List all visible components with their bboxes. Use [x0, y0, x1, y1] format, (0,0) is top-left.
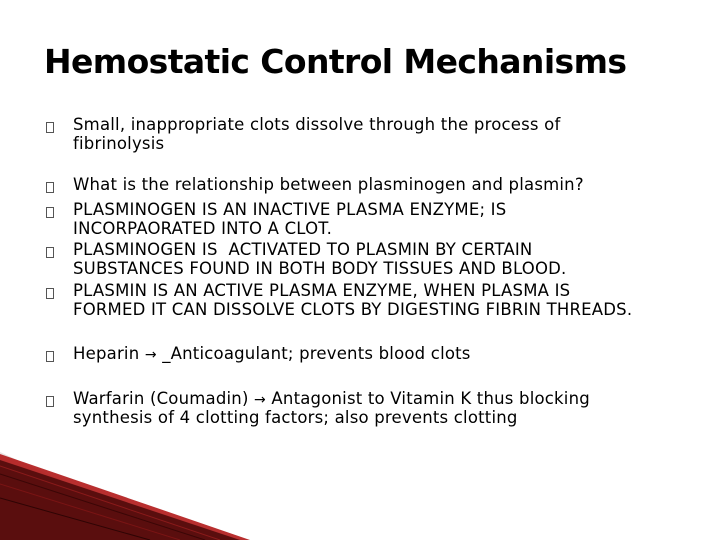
- bullet-text: [73, 391, 713, 408]
- corner-decoration: [0, 440, 260, 540]
- bullet-marker-icon: [46, 247, 54, 258]
- bullet-text-continuation: INCORPAORATED INTO A CLOT.: [73, 219, 333, 238]
- bullet-marker-icon: [46, 122, 54, 133]
- drug-name-warfarin: Warfarin (Coumadin): [73, 389, 255, 408]
- bullet-text: [73, 346, 713, 363]
- bullet-text: PLASMIN IS AN ACTIVE PLASMA ENZYME, WHEN PLASMA IS: [73, 281, 571, 300]
- bullet-marker-icon: [46, 351, 54, 362]
- bullet-text: PLASMINOGEN IS ACTIVATED TO PLASMIN BY CERTAIN: [73, 240, 533, 259]
- drug-name-heparin: Heparin: [73, 344, 145, 363]
- bullet-marker-icon: [46, 288, 54, 299]
- bullet-marker-icon: [46, 396, 54, 407]
- right-arrow-icon: →: [144, 347, 157, 363]
- bullet-text: What is the relationship between plasminogen and plasmin?: [73, 175, 584, 194]
- bullet-text-continuation: SUBSTANCES FOUND IN BOTH BODY TISSUES AND BLOOD.: [73, 259, 567, 278]
- bullet-text-continuation: fibrinolysis: [73, 134, 165, 153]
- drug-description: Antagonist to Vitamin K thus blocking: [265, 389, 590, 408]
- bullet-marker-icon: [46, 182, 54, 193]
- drug-description: _Anticoagulant; prevents blood clots: [156, 344, 471, 363]
- bullet-text-continuation: FORMED IT CAN DISSOLVE CLOTS BY DIGESTING FIBRIN THREADS.: [73, 300, 633, 319]
- bullet-text: Small, inappropriate clots dissolve through the process of: [73, 115, 561, 134]
- bullet-marker-icon: [46, 207, 54, 218]
- bullet-text: PLASMINOGEN IS AN INACTIVE PLASMA ENZYME; IS: [73, 200, 507, 219]
- decor-dark-band: [0, 460, 240, 540]
- slide-title: Hemostatic Control Mechanisms: [44, 42, 627, 81]
- bullet-text-continuation: synthesis of 4 clotting factors; also prevents clotting: [73, 408, 518, 427]
- right-arrow-icon: →: [254, 392, 266, 408]
